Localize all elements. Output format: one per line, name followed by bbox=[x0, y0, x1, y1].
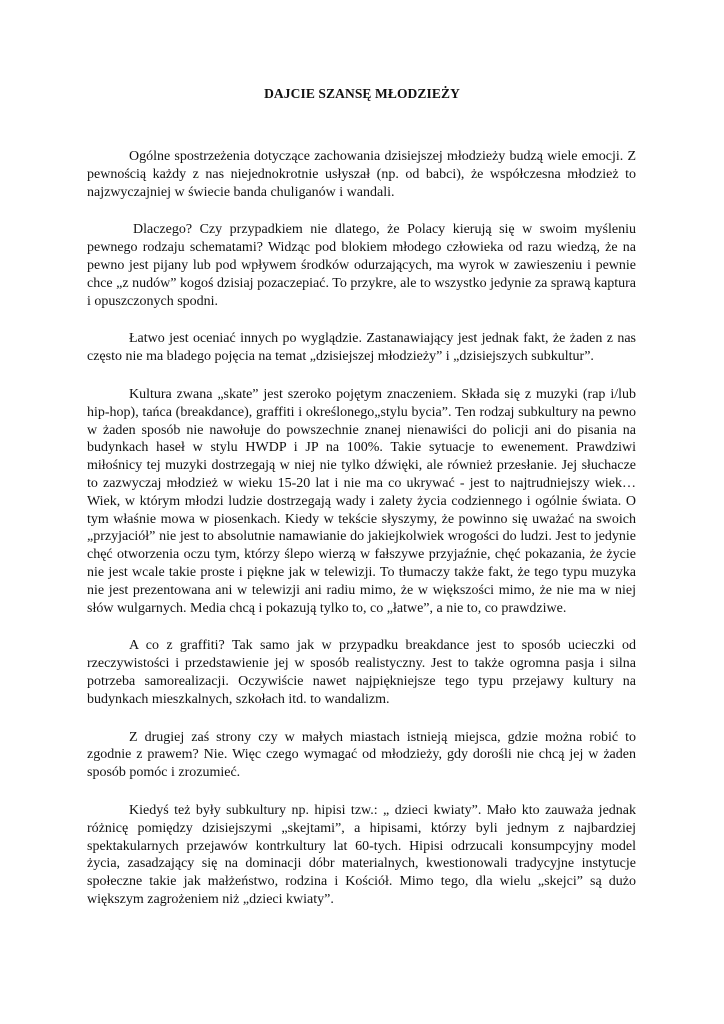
paragraph-1: Ogólne spostrzeżenia dotyczące zachowania dzisiejszej młodzieży budzą wiele emocji. Z pewnością każdy z nas niejednokrotnie usłyszał (np. od babci), że współczesna młodzież to najzwyczajniej w świecie banda chuliganów i wandali. bbox=[87, 149, 636, 200]
paragraph-5: A co z graffiti? Tak samo jak w przypadku breakdance jest to sposób ucieczki od rzeczywistości i przedstawienie jej w sposób realistyczny. Jest to także ogromna pasja i silna potrzeba samorealizacji. Oczywiście nawet najpiękniejsze tego typu przejawy kultury na budynkach mieszkalnych, szkołach itd. to wandalizm. bbox=[87, 638, 636, 707]
paragraph-7: Kiedyś też były subkultury np. hipisi tzw.: „ dzieci kwiaty”. Mało kto zauważa jednak różnicę pomiędzy dzisiejszymi „skejtami”, a hipisami, którzy byli jednym z najbardziej spektakularnych przejawów kontrkultury lat 60-tych. Hipisi odrzucali konsumpcyjny model życia, zasadzający się na dominacji dóbr materialnych, kwestionowali tradycyjne instytucje społeczne takie jak małżeństwo, rodzina i Kościół. Mimo tego, dla wielu „skejci” są dużo większym zagrożeniem niż „dzieci kwiaty”. bbox=[87, 802, 636, 907]
paragraph-6: Z drugiej zaś strony czy w małych miastach istnieją miejsca, gdzie można robić to zgodnie z prawem? Nie. Więc czego wymagać od młodzieży, gdy dorośli nie chcą jej w żaden sposób pomóc i zrozumieć. bbox=[87, 729, 636, 781]
document-title: DAJCIE SZANSĘ MŁODZIEŻY bbox=[264, 86, 460, 101]
paragraph-2: Dlaczego? Czy przypadkiem nie dlatego, że Polacy kierują się w swoim myśleniu pewnego rodzaju schematami? Widząc pod blokiem młodego człowieka od razu wiedzą, że na pewno jest pijany lub pod wpływem środków odurzających, ma wyrok w zawieszeniu i pewnie chce „z nudów” kogoś dzisiaj pozaczepiać. To przykre, ale to wszystko jedynie za sprawą kaptura i opuszczonych spodni. bbox=[87, 222, 636, 309]
paragraph-4: Kultura zwana „skate” jest szeroko pojętym znaczeniem. Składa się z muzyki (rap i/lub hip-hop), tańca (breakdance), graffiti i określonego„stylu bycia”. Ten rodzaj subkultury na pewno w żaden sposób nie nawołuje do powszechnie znanej nienawiści do policji ani do pisania na budynkach haseł w stylu HWDP i JP na 100%. Takie sytuacje to ewenement. Prawdziwi miłośnicy tej muzyki dostrzegają w niej nie tylko dźwięki, ale również przesłanie. Jej słuchacze to zazwyczaj młodzież w wieku 15-20 lat i nie ma co ukrywać - jest to najtrudniejszy wiek… Wiek, w którym młodzi ludzie dostrzegają wady i zalety życia codziennego i ogólnie świata. O tym właśnie mowa w piosenkach. Kiedy w tekście słyszymy, że powinno się uważać na swoich „przyjaciół” nie jest to absolutnie namawianie do jakiejkolwiek wrogości do ludzi. Jest to jedynie chęć otworzenia oczu tym, którzy ślepo wierzą w fałszywe przyjaźnie, chęć pokazania, że życie nie jest wcale takie proste i piękne jak w telewizji. To tłumaczy także fakt, że tego typu muzyka nie jest prezentowana ani w telewizji ani radiu mimo, że w większości mimo, że nie ma w niej słów wulgarnych. Media chcą i pokazują tylko to, co „łatwe”, a nie to, co prawdziwe. bbox=[87, 386, 636, 616]
document-body bbox=[87, 148, 636, 929]
paragraph-3: Łatwo jest oceniać innych po wyglądzie. Zastanawiający jest jednak fakt, że żaden z nas często nie ma bladego pojęcia na temat „dzisiejszej młodzieży” i „dzisiejszych subkultur”. bbox=[87, 331, 636, 365]
